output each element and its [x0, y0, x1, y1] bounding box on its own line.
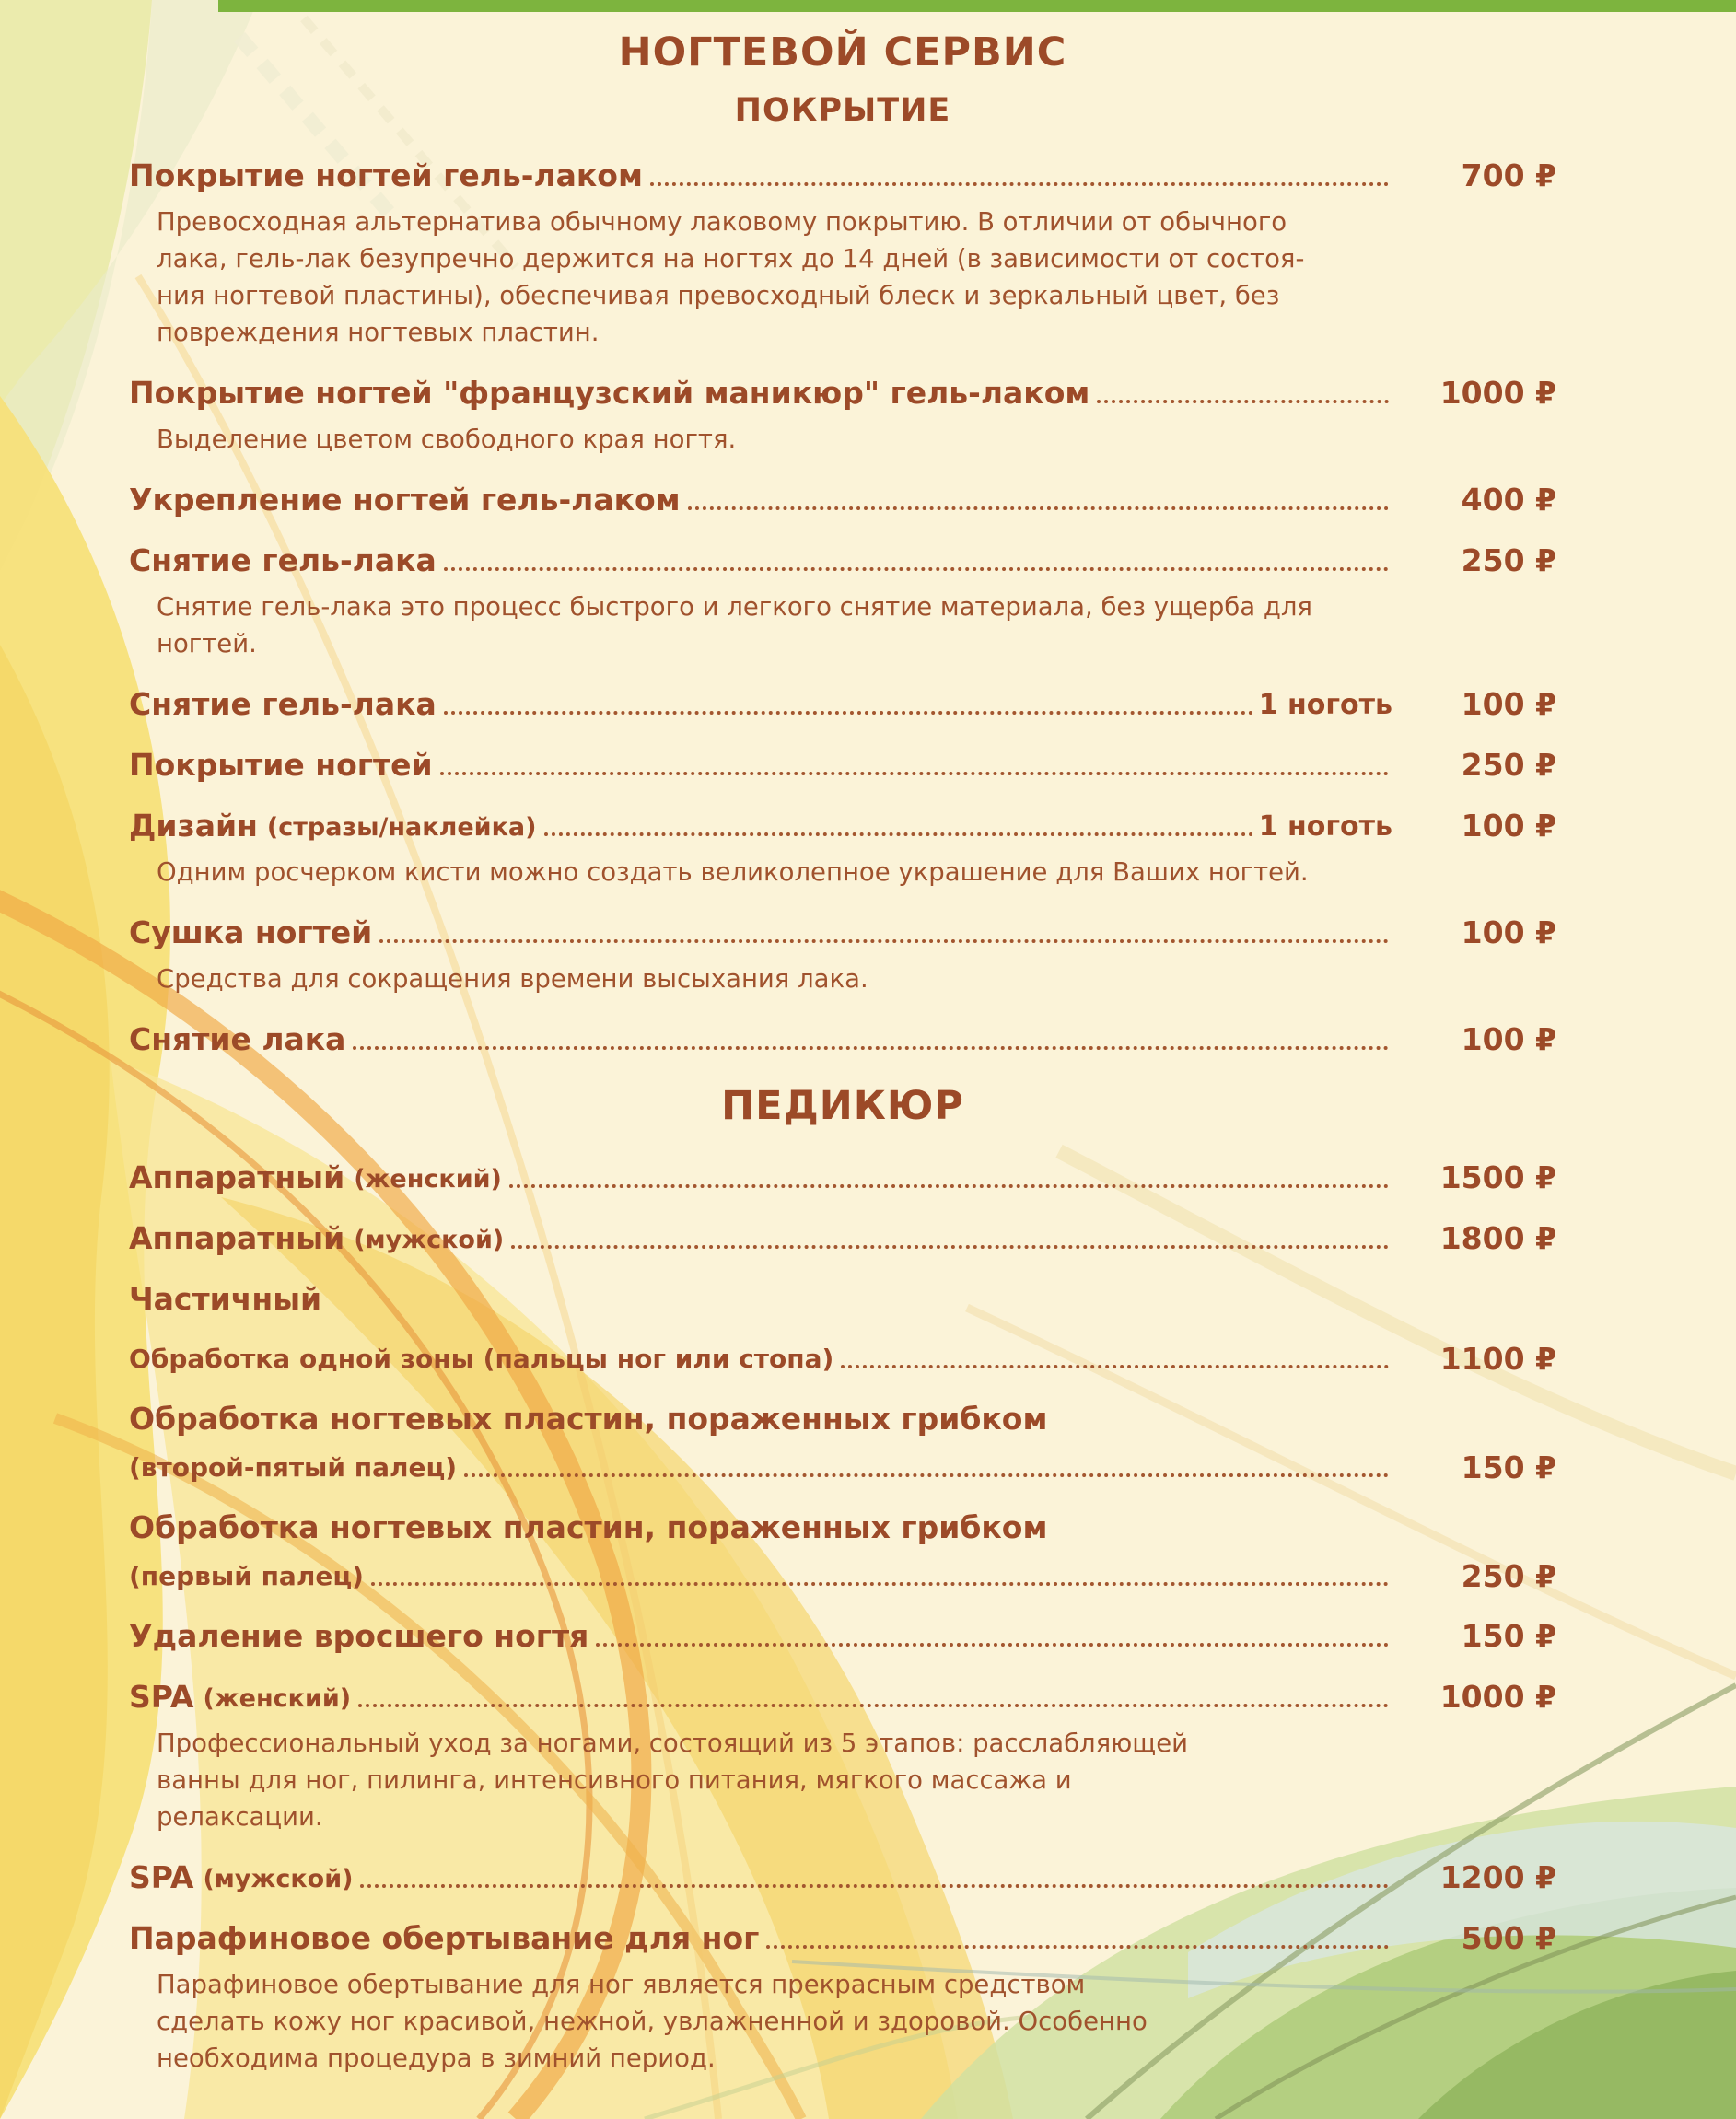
item-label-note: (стразы/наклейка) — [266, 813, 537, 842]
menu-item — [129, 1342, 1556, 1377]
description-line: ногтей. — [157, 629, 257, 658]
menu-item — [129, 686, 1556, 723]
menu-item — [129, 482, 1556, 518]
menu-item — [129, 1281, 1556, 1318]
item-subrow — [129, 1559, 1556, 1594]
item-row — [129, 157, 1556, 194]
dotted-leader — [371, 1582, 1389, 1586]
item-label: Укрепление ногтей гель-лаком — [129, 482, 681, 518]
item-label: Обработка одной зоны (пальцы ног или стопа) — [129, 1344, 834, 1374]
item-row — [129, 1281, 1556, 1318]
item-label-note: (женский) — [354, 1165, 502, 1193]
description-line: лака, гель-лак безупречно держится на ногтях до 14 дней (в зависимости от состоя- — [157, 244, 1305, 274]
item-label: SPA — [129, 1679, 194, 1715]
item-price: 1200 ₽ — [1439, 1859, 1556, 1895]
menu-item — [129, 1509, 1556, 1594]
item-row — [129, 1920, 1556, 1957]
description-line: Снятие гель-лака это процесс быстрого и легкого снятие материала, без ущерба для — [157, 592, 1312, 622]
description-line: Средства для сокращения времени высыхания лака. — [157, 964, 868, 994]
item-row — [129, 1342, 1556, 1377]
item-price: 150 ₽ — [1461, 1450, 1556, 1485]
description-line: сделать кожу ног красивой, нежной, увлажненной и здоровой. Особенно — [157, 2007, 1148, 2036]
item-row — [129, 1679, 1556, 1716]
item-row — [129, 1021, 1556, 1058]
item-price: 500 ₽ — [1461, 1920, 1556, 1956]
item-description — [157, 588, 1556, 662]
dotted-leader — [360, 1884, 1389, 1888]
item-row — [129, 1401, 1556, 1438]
item-unit: 1 ноготь — [1258, 810, 1392, 843]
item-sublabel: (первый палец) — [129, 1561, 364, 1591]
page-title: НОГТЕВОЙ СЕРВИС — [618, 29, 1067, 76]
item-label: Обработка ногтевых пластин, пораженных грибком — [129, 1401, 1048, 1437]
dotted-leader — [358, 1704, 1389, 1707]
item-label: Дизайн — [129, 808, 258, 844]
description-line: Одним росчерком кисти можно создать великолепное украшение для Ваших ногтей. — [157, 857, 1309, 887]
dotted-leader — [464, 1473, 1389, 1477]
item-row — [129, 747, 1556, 784]
item-row — [129, 686, 1556, 723]
item-label: SPA — [129, 1859, 194, 1895]
menu-item — [129, 1859, 1556, 1896]
menu-item — [129, 375, 1556, 458]
section-items — [129, 1159, 1556, 2077]
description-line: ванны для ног, пилинга, интенсивного питания, мягкого массажа и — [157, 1765, 1072, 1795]
menu-item — [129, 747, 1556, 784]
item-label-note: (мужской) — [354, 1226, 505, 1254]
item-label: Покрытие ногтей — [129, 747, 433, 783]
description-line: Выделение цветом свободного края ногтя. — [157, 425, 737, 454]
dotted-leader — [353, 1046, 1389, 1050]
dotted-leader — [841, 1365, 1389, 1368]
item-row — [129, 808, 1556, 844]
item-price: 100 ₽ — [1461, 1021, 1556, 1057]
menu-item — [129, 1220, 1556, 1257]
item-label: Сушка ногтей — [129, 914, 373, 950]
menu-section — [129, 91, 1556, 1058]
item-row — [129, 375, 1556, 412]
section-heading: ПЕДИКЮР — [721, 1083, 964, 1129]
item-unit: 1 ноготь — [1258, 689, 1392, 721]
item-row — [129, 482, 1556, 518]
sections — [129, 91, 1556, 2077]
item-price: 1100 ₽ — [1439, 1341, 1556, 1377]
item-label: Покрытие ногтей "французский маникюр" гель-лаком — [129, 375, 1090, 411]
item-sublabel: (второй-пятый палец) — [129, 1452, 458, 1483]
menu-item — [129, 542, 1556, 662]
item-label: Обработка ногтевых пластин, пораженных грибком — [129, 1509, 1048, 1545]
dotted-leader — [444, 711, 1253, 715]
description-line: необходима процедура в зимний период. — [157, 2043, 716, 2073]
price-list-page — [129, 12, 1556, 2101]
menu-item — [129, 1679, 1556, 1835]
item-price: 250 ₽ — [1461, 747, 1556, 783]
item-label: Аппаратный — [129, 1220, 345, 1256]
top-accent-bar — [218, 0, 1736, 12]
dotted-leader — [440, 772, 1389, 775]
item-price: 1800 ₽ — [1439, 1220, 1556, 1256]
description-line: Парафиновое обертывание для ног является прекрасным средством — [157, 1970, 1086, 1999]
dotted-leader — [444, 567, 1389, 571]
item-row — [129, 914, 1556, 951]
item-label: Снятие гель-лака — [129, 686, 437, 722]
item-price: 100 ₽ — [1461, 808, 1556, 844]
menu-item — [129, 808, 1556, 891]
item-row — [129, 1618, 1556, 1655]
menu-item — [129, 914, 1556, 997]
dotted-leader — [511, 1245, 1389, 1249]
item-price: 100 ₽ — [1461, 686, 1556, 722]
item-label: Парафиновое обертывание для ног — [129, 1920, 760, 1956]
description-line: повреждения ногтевых пластин. — [157, 318, 600, 347]
dotted-leader — [766, 1945, 1389, 1949]
dotted-leader — [379, 939, 1389, 943]
item-label-note: (мужской) — [203, 1865, 354, 1893]
item-row — [129, 1220, 1556, 1257]
item-row — [129, 1159, 1556, 1196]
item-description — [157, 1966, 1556, 2077]
item-description — [157, 204, 1556, 351]
item-label: Частичный — [129, 1281, 322, 1317]
dotted-leader — [688, 506, 1389, 510]
description-line: ния ногтевой пластины), обеспечивая превосходный блеск и зеркальный цвет, без — [157, 281, 1280, 310]
item-label: Снятие гель-лака — [129, 542, 437, 578]
section-heading: ПОКРЫТИЕ — [734, 92, 951, 129]
description-line: релаксации. — [157, 1802, 323, 1832]
menu-section — [129, 1082, 1556, 2077]
dotted-leader — [596, 1643, 1389, 1647]
dotted-leader — [1097, 400, 1389, 403]
item-price: 100 ₽ — [1461, 914, 1556, 950]
dotted-leader — [509, 1184, 1389, 1188]
menu-item — [129, 1401, 1556, 1485]
item-description — [157, 1725, 1556, 1835]
item-price: 1000 ₽ — [1439, 1679, 1556, 1715]
item-label: Удаление вросшего ногтя — [129, 1618, 589, 1654]
item-row — [129, 1859, 1556, 1896]
menu-item — [129, 157, 1556, 351]
item-price: 250 ₽ — [1461, 1558, 1556, 1594]
item-price: 1000 ₽ — [1439, 375, 1556, 411]
item-price: 250 ₽ — [1461, 542, 1556, 578]
description-line: Профессиональный уход за ногами, состоящий из 5 этапов: расслабляющей — [157, 1729, 1188, 1758]
section-items — [129, 157, 1556, 1058]
item-label: Аппаратный — [129, 1159, 345, 1195]
menu-item — [129, 1159, 1556, 1196]
description-line: Превосходная альтернатива обычному лаковому покрытию. В отличии от обычного — [157, 207, 1287, 237]
item-price: 150 ₽ — [1461, 1618, 1556, 1654]
item-description — [157, 961, 1556, 997]
item-price: 400 ₽ — [1461, 482, 1556, 518]
menu-item — [129, 1920, 1556, 2077]
item-price: 700 ₽ — [1461, 157, 1556, 193]
item-description — [157, 421, 1556, 458]
item-row — [129, 542, 1556, 579]
item-subrow — [129, 1450, 1556, 1485]
item-row — [129, 1509, 1556, 1546]
item-label: Покрытие ногтей гель-лаком — [129, 157, 643, 193]
dotted-leader — [650, 182, 1389, 186]
item-description — [157, 854, 1556, 891]
menu-item — [129, 1021, 1556, 1058]
item-price: 1500 ₽ — [1439, 1159, 1556, 1195]
menu-item — [129, 1618, 1556, 1655]
item-label: Снятие лака — [129, 1021, 346, 1057]
item-label-note: (женский) — [203, 1684, 352, 1713]
dotted-leader — [544, 832, 1253, 836]
